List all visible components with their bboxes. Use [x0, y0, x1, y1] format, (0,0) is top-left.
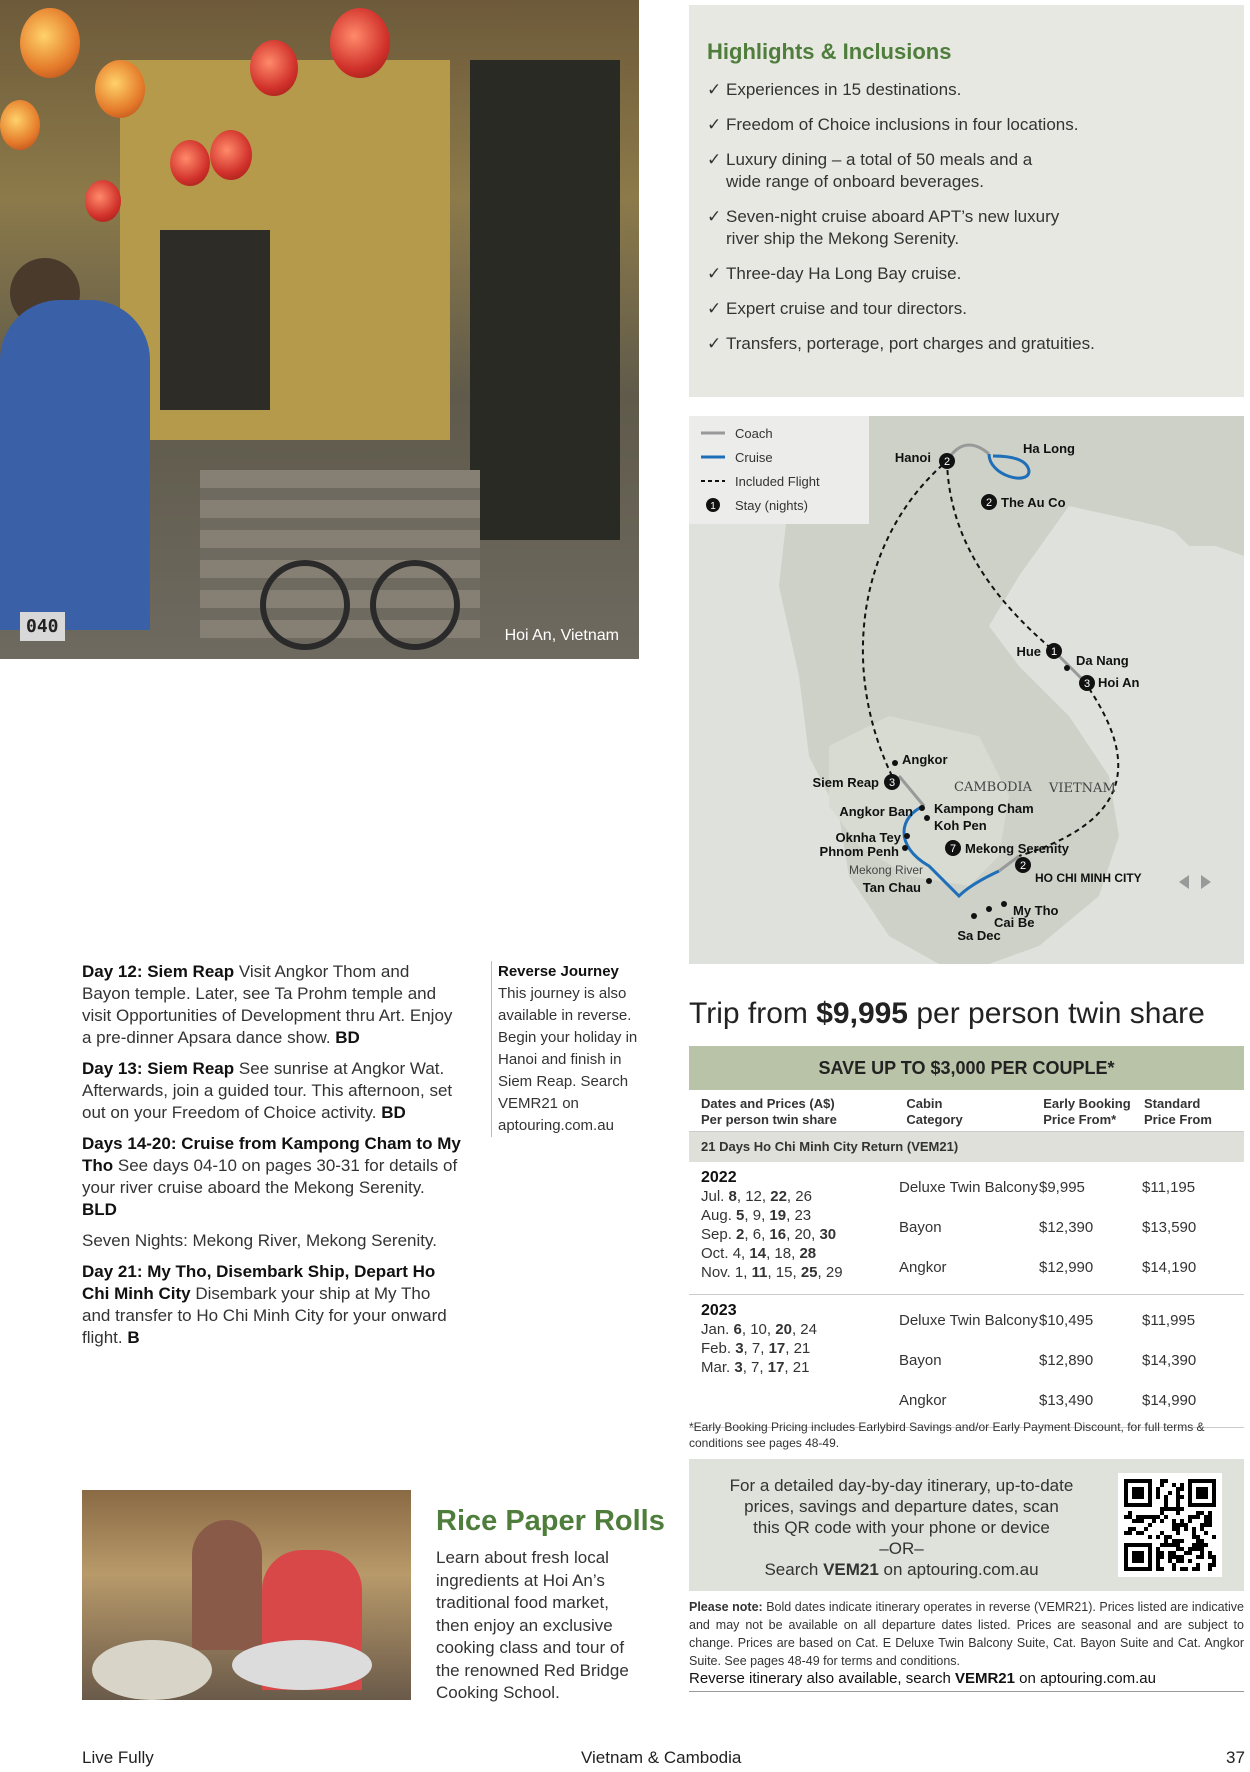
- check-icon: ✓: [707, 115, 722, 134]
- table-cell: $13,490: [1039, 1392, 1094, 1409]
- itinerary-text: [82, 961, 462, 1358]
- table-cell: Bayon: [899, 1219, 942, 1236]
- price-row: [899, 1208, 1232, 1248]
- month-dates: Aug. 5, 9, 19, 23: [701, 1207, 812, 1224]
- bicycle-wheel-icon: [370, 560, 460, 650]
- footer-left: Live Fully: [82, 1748, 154, 1767]
- svg-text:Kampong Cham: Kampong Cham: [934, 801, 1034, 816]
- svg-text:Koh Pen: Koh Pen: [934, 818, 987, 833]
- reverse-text: This journey is also available in reverse. Begin your holiday in Hanoi and finish in Siem Reap. Search VEMR21 on aptouring.com.au: [498, 985, 638, 1134]
- svg-text:Mekong River: Mekong River: [849, 863, 924, 877]
- svg-text:HO CHI MINH CITY: HO CHI MINH CITY: [1035, 871, 1142, 885]
- svg-text:2: 2: [943, 456, 951, 468]
- svg-text:3: 3: [1083, 678, 1091, 690]
- legend-stay-icon: 1: [710, 501, 716, 512]
- page-number: 37: [1226, 1748, 1245, 1767]
- month-dates: Feb. 3, 7, 17, 21: [701, 1340, 811, 1357]
- lantern-icon: [0, 100, 40, 150]
- list-item: ✓ Luxury dining – a total of 50 meals and a wide range of onboard beverages.: [707, 150, 1033, 191]
- save-banner: SAVE UP TO $3,000 PER COUPLE*: [689, 1046, 1244, 1090]
- lantern-icon: [250, 40, 298, 96]
- itinerary-day: Day 12: Siem Reap Visit Angkor Thom and Bayon temple. Later, see Ta Prohm temple and visit Opportunities of Development thru Art. Enjoy a pre-dinner Apsara dance show. BD: [82, 962, 453, 1047]
- please-note: Please note: Bold dates indicate itinerary operates in reverse (VEMR21). Prices listed are indicative and may not be available on all departure dates listed. Prices are seasonal and are subject to change. Prices are based on Cat. E Deluxe Twin Balcony Suite, Cat. Bayon Suite and Cat. Angkor Suite. See pages 48-49 for terms and conditions.: [689, 1600, 1244, 1668]
- svg-text:Tan Chau: Tan Chau: [862, 880, 921, 895]
- legend-stay: Stay (nights): [735, 498, 808, 513]
- check-icon: ✓: [707, 334, 722, 353]
- price-table: [689, 1092, 1244, 1428]
- qr-text: For a detailed day-by-day itinerary, up-to-date prices, savings and departure dates, scan this QR code with your phone or device –OR– Search VEM21 on aptouring.com.au: [729, 1476, 1074, 1579]
- departure-dates: [701, 1168, 899, 1288]
- table-cell: $11,195: [1142, 1179, 1196, 1196]
- svg-text:Ha Long: Ha Long: [1023, 441, 1075, 456]
- lantern-icon: [20, 8, 80, 78]
- check-icon: ✓: [707, 150, 722, 169]
- month-dates: Nov. 1, 11, 15, 25, 29: [701, 1264, 843, 1281]
- table-cell: Bayon: [899, 1352, 942, 1369]
- lantern-icon: [170, 140, 210, 186]
- table-header: Dates and Prices (A$) Per person twin share Cabin Category Early Booking Price From* Standard Price From: [689, 1092, 1244, 1132]
- basket: [92, 1640, 212, 1700]
- month-dates: Mar. 3, 7, 17, 21: [701, 1359, 810, 1376]
- year-label: 2023: [701, 1302, 737, 1319]
- svg-text:The Au Co: The Au Co: [1001, 495, 1066, 510]
- svg-text:CAMBODIA: CAMBODIA: [954, 780, 1033, 795]
- table-cell: $12,390: [1039, 1219, 1094, 1236]
- reverse-journey: [491, 961, 641, 1137]
- table-cell: Angkor: [899, 1392, 947, 1409]
- lantern-icon: [330, 8, 390, 78]
- svg-text:Angkor: Angkor: [902, 752, 948, 767]
- check-icon: ✓: [707, 299, 722, 318]
- table-cell: $10,495: [1039, 1312, 1094, 1329]
- table-cell: Deluxe Twin Balcony: [899, 1312, 1038, 1329]
- highlights-panel: [689, 5, 1244, 397]
- legend-cruise: Cruise: [735, 450, 773, 465]
- footer-center: Vietnam & Cambodia: [581, 1748, 742, 1767]
- rice-paper-title: Rice Paper Rolls: [436, 1505, 665, 1537]
- svg-text:2: 2: [1019, 860, 1027, 872]
- legend-coach: Coach: [735, 426, 773, 441]
- table-section: 21 Days Ho Chi Minh City Return (VEM21): [689, 1132, 1244, 1162]
- wooden-door: [470, 60, 620, 540]
- svg-text:Mekong Serenity: Mekong Serenity: [965, 841, 1070, 856]
- route-map: [689, 416, 1244, 964]
- list-item: ✓ Freedom of Choice inclusions in four locations.: [707, 115, 1079, 134]
- svg-text:2: 2: [985, 497, 993, 509]
- rice-paper-text: Learn about fresh local ingredients at Hoi An’s traditional food market, then enjoy an exclusive cooking class and tour of the renowned Red Bridge Cooking School.: [436, 1548, 629, 1702]
- table-cell: $13,590: [1142, 1219, 1197, 1236]
- trip-price-title: Trip from $9,995 per person twin share: [689, 997, 1205, 1030]
- lantern-icon: [210, 130, 252, 180]
- table-cell: Deluxe Twin Balcony: [899, 1179, 1038, 1196]
- cooking-photo: [82, 1490, 411, 1700]
- svg-text:Angkor Ban: Angkor Ban: [839, 804, 913, 819]
- svg-text:My Tho: My Tho: [1013, 903, 1059, 918]
- month-dates: Sep. 2, 6, 16, 20, 30: [701, 1226, 837, 1243]
- svg-text:Oknha Tey: Oknha Tey: [835, 830, 901, 845]
- month-dates: Jan. 6, 10, 20, 24: [701, 1321, 817, 1338]
- itinerary-day: Day 21: My Tho, Disembark Ship, Depart Ho Chi Minh City Disembark your ship at My Tho and transfer to Ho Chi Minh City for your onward flight. B: [82, 1262, 447, 1347]
- hero-photo: [0, 0, 639, 659]
- svg-text:1: 1: [1050, 646, 1058, 658]
- early-booking-footnote: *Early Booking Pricing includes Earlybird Savings and/or Early Payment Discount, for full terms & conditions see pages 48-49.: [689, 1420, 1205, 1450]
- svg-text:Phnom Penh: Phnom Penh: [819, 844, 899, 859]
- itinerary-day: Day 13: Siem Reap See sunrise at Angkor Wat. Afterwards, join a guided tour. This afternoon, set out on your Freedom of Choice activity. BD: [82, 1059, 453, 1122]
- price-row: [899, 1381, 1232, 1421]
- svg-text:Hue: Hue: [1016, 644, 1041, 659]
- svg-text:Cai Be: Cai Be: [994, 915, 1035, 930]
- steamer-pot: [232, 1640, 372, 1690]
- list-item: ✓ Transfers, porterage, port charges and gratuities.: [707, 334, 1095, 353]
- check-icon: ✓: [707, 207, 722, 226]
- table-cell: $12,890: [1039, 1352, 1094, 1369]
- qr-panel: [689, 1459, 1244, 1591]
- reverse-title: Reverse Journey: [498, 963, 619, 980]
- svg-text:Siem Reap: Siem Reap: [812, 775, 879, 790]
- highlights-list: [707, 79, 1226, 355]
- price-row: [899, 1168, 1232, 1208]
- bicycle-wheel-icon: [260, 560, 350, 650]
- license-plate: 040: [20, 612, 65, 641]
- table-cell: Angkor: [899, 1259, 947, 1276]
- price-row: [899, 1341, 1232, 1381]
- list-item: ✓ Expert cruise and tour directors.: [707, 299, 967, 318]
- year-block: [689, 1295, 1244, 1428]
- table-cell: $12,990: [1039, 1259, 1094, 1276]
- check-icon: ✓: [707, 264, 722, 283]
- reverse-itinerary-line: Reverse itinerary also available, search VEMR21 on aptouring.com.au: [689, 1670, 1244, 1692]
- price-row: [899, 1301, 1232, 1341]
- svg-text:Sa Dec: Sa Dec: [957, 928, 1001, 943]
- table-cell: $11,995: [1142, 1312, 1196, 1329]
- person: [192, 1520, 262, 1650]
- month-dates: Oct. 4, 14, 18, 28: [701, 1245, 817, 1262]
- person: [0, 300, 150, 630]
- svg-text:3: 3: [888, 777, 896, 789]
- window: [160, 230, 270, 410]
- svg-text:Hoi An: Hoi An: [1098, 675, 1140, 690]
- lantern-icon: [85, 180, 121, 222]
- svg-text:Da Nang: Da Nang: [1076, 653, 1129, 668]
- list-item: ✓ Seven-night cruise aboard APT’s new luxury river ship the Mekong Serenity.: [707, 207, 1060, 248]
- lantern-icon: [95, 60, 145, 118]
- table-cell: $14,190: [1142, 1259, 1197, 1276]
- itinerary-day: Seven Nights: Mekong River, Mekong Serenity.: [82, 1231, 437, 1250]
- table-cell: $9,995: [1039, 1179, 1085, 1196]
- svg-text:Hanoi: Hanoi: [894, 450, 931, 465]
- price-row: [899, 1248, 1232, 1288]
- departure-dates: [701, 1301, 899, 1421]
- check-icon: ✓: [707, 80, 722, 99]
- year-block: [689, 1162, 1244, 1295]
- list-item: ✓ Experiences in 15 destinations.: [707, 80, 962, 99]
- itinerary-day: Days 14-20: Cruise from Kampong Cham to My Tho See days 04-10 on pages 30-31 for details of your river cruise aboard the Mekong Serenity. BLD: [82, 1134, 461, 1219]
- year-label: 2022: [701, 1169, 737, 1186]
- svg-text:7: 7: [949, 843, 957, 855]
- highlights-title: Highlights & Inclusions: [707, 39, 952, 64]
- photo-caption: Hoi An, Vietnam: [504, 627, 619, 644]
- table-cell: $14,390: [1142, 1352, 1197, 1369]
- month-dates: Jul. 8, 12, 22, 26: [701, 1188, 812, 1205]
- legend-flight: Included Flight: [735, 474, 820, 489]
- list-item: ✓ Three-day Ha Long Bay cruise.: [707, 264, 962, 283]
- qr-code-icon[interactable]: [1118, 1473, 1222, 1577]
- svg-text:VIETNAM: VIETNAM: [1049, 781, 1116, 796]
- table-cell: $14,990: [1142, 1392, 1197, 1409]
